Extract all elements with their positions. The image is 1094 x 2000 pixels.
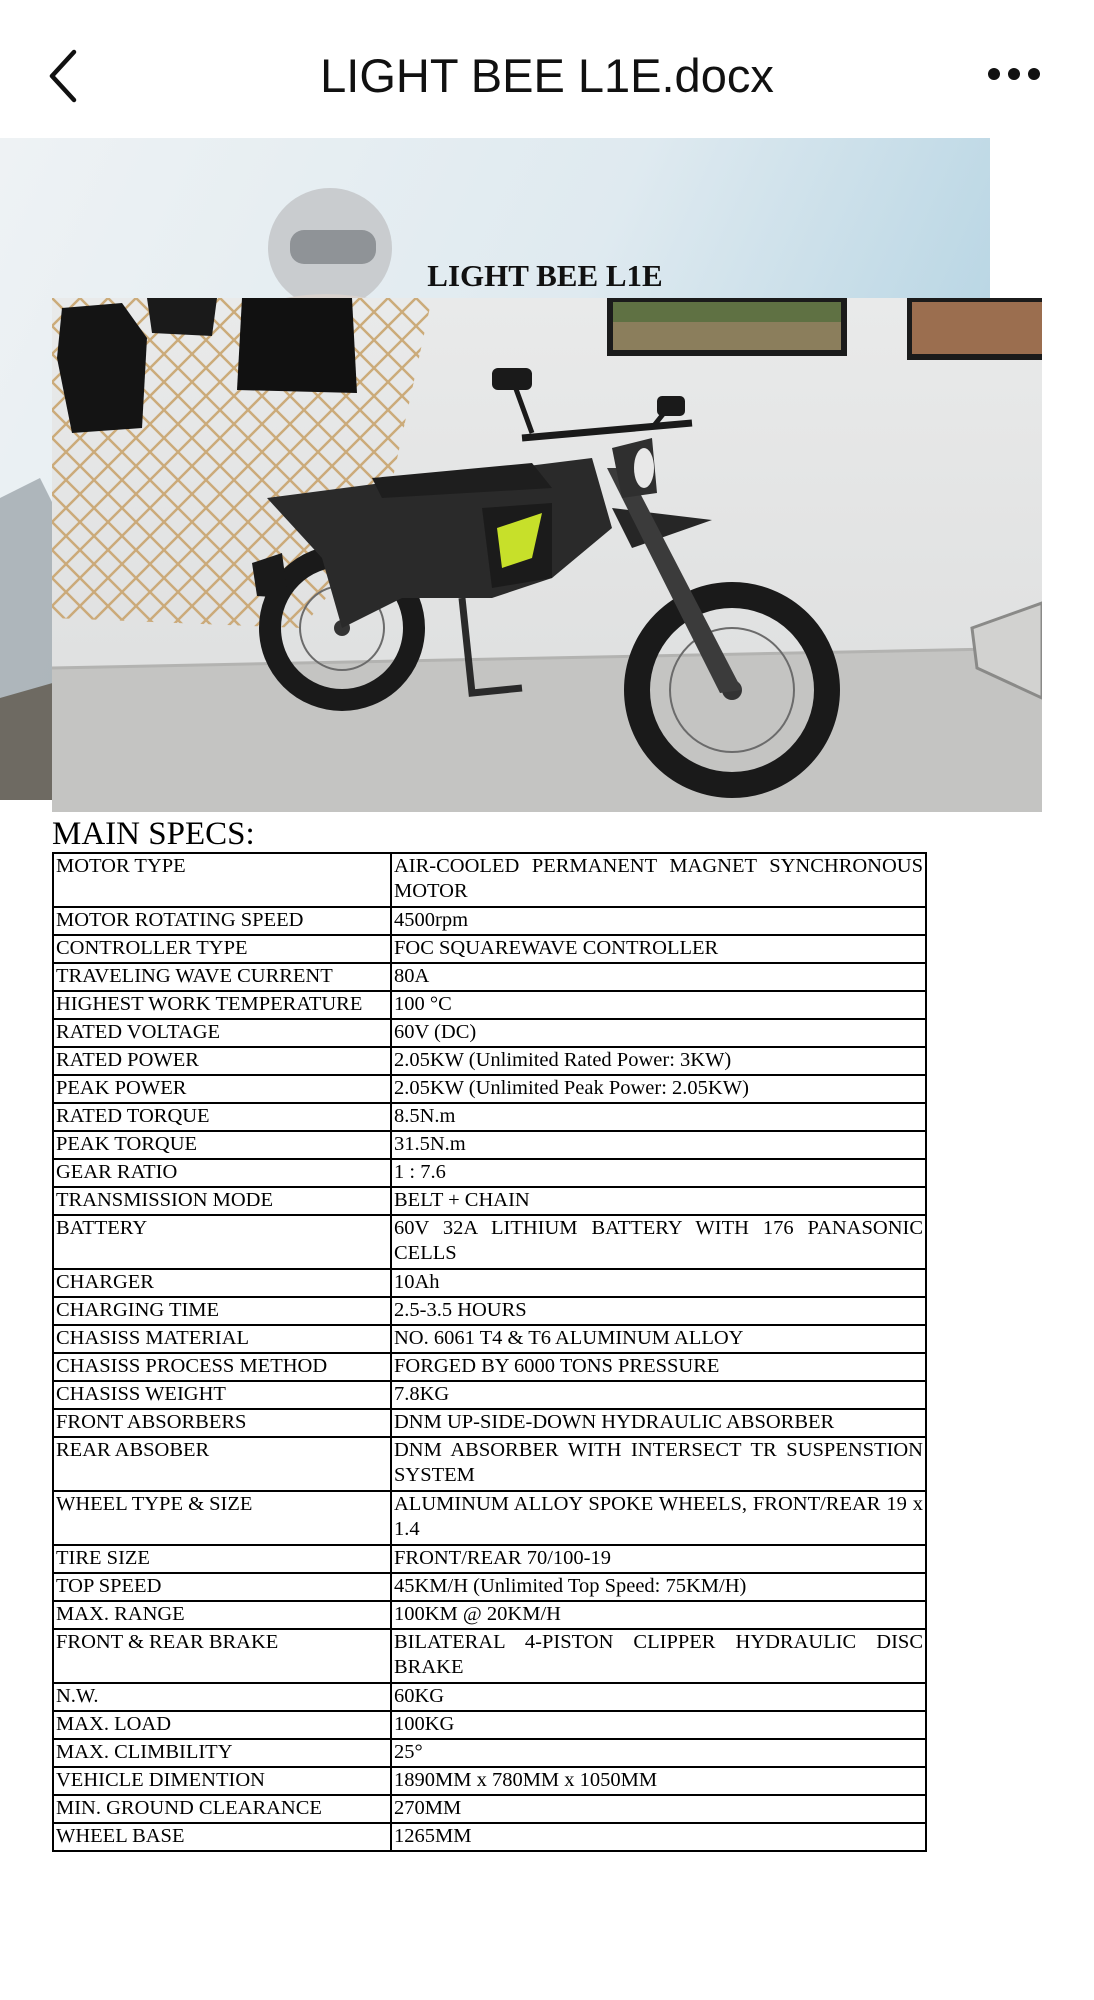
spec-label: MOTOR TYPE bbox=[53, 853, 391, 907]
table-row bbox=[53, 1545, 926, 1573]
spec-label: BATTERY bbox=[53, 1215, 391, 1269]
spec-value: 4500rpm bbox=[391, 907, 926, 935]
table-row bbox=[53, 1767, 926, 1795]
table-row bbox=[53, 1573, 926, 1601]
spec-value: AIR-COOLED PERMANENT MAGNET SYNCHRONOUS MOTOR bbox=[391, 853, 926, 907]
table-row bbox=[53, 1409, 926, 1437]
document-heading: LIGHT BEE L1E bbox=[427, 258, 663, 293]
spec-value: BELT + CHAIN bbox=[391, 1187, 926, 1215]
spec-value: 1265MM bbox=[391, 1823, 926, 1851]
specs-table bbox=[52, 852, 927, 1852]
back-button[interactable] bbox=[44, 46, 84, 106]
chevron-left-icon bbox=[44, 46, 84, 106]
spec-value: 100KG bbox=[391, 1711, 926, 1739]
spec-value: 100KM @ 20KM/H bbox=[391, 1601, 926, 1629]
table-row bbox=[53, 1491, 926, 1545]
more-button[interactable] bbox=[984, 56, 1044, 92]
spec-label: RATED TORQUE bbox=[53, 1103, 391, 1131]
spec-label: MAX. CLIMBILITY bbox=[53, 1739, 391, 1767]
spec-value: 1 : 7.6 bbox=[391, 1159, 926, 1187]
spec-label: TRAVELING WAVE CURRENT bbox=[53, 963, 391, 991]
spec-label: GEAR RATIO bbox=[53, 1159, 391, 1187]
spec-label: TOP SPEED bbox=[53, 1573, 391, 1601]
table-row bbox=[53, 1075, 926, 1103]
spec-label: PEAK TORQUE bbox=[53, 1131, 391, 1159]
spec-value: 60V 32A LITHIUM BATTERY WITH 176 PANASONIC CELLS bbox=[391, 1215, 926, 1269]
table-row bbox=[53, 853, 926, 907]
spec-value: DNM ABSORBER WITH INTERSECT TR SUSPENSTION SYSTEM bbox=[391, 1437, 926, 1491]
table-row bbox=[53, 1103, 926, 1131]
spec-value: 270MM bbox=[391, 1795, 926, 1823]
spec-label: WHEEL TYPE & SIZE bbox=[53, 1491, 391, 1545]
table-row bbox=[53, 1711, 926, 1739]
table-row bbox=[53, 1297, 926, 1325]
spec-value: 60KG bbox=[391, 1683, 926, 1711]
spec-value: 2.5-3.5 HOURS bbox=[391, 1297, 926, 1325]
spec-label: WHEEL BASE bbox=[53, 1823, 391, 1851]
spec-label: FRONT ABSORBERS bbox=[53, 1409, 391, 1437]
table-row bbox=[53, 935, 926, 963]
spec-label: MOTOR ROTATING SPEED bbox=[53, 907, 391, 935]
spec-label: MAX. LOAD bbox=[53, 1711, 391, 1739]
spec-label: MAX. RANGE bbox=[53, 1601, 391, 1629]
product-photo bbox=[52, 298, 1042, 812]
table-row bbox=[53, 1187, 926, 1215]
spec-value: 2.05KW (Unlimited Peak Power: 2.05KW) bbox=[391, 1075, 926, 1103]
spec-label: TIRE SIZE bbox=[53, 1545, 391, 1573]
table-row bbox=[53, 1437, 926, 1491]
spec-label: TRANSMISSION MODE bbox=[53, 1187, 391, 1215]
table-row bbox=[53, 1823, 926, 1851]
table-row bbox=[53, 963, 926, 991]
spec-value: FOC SQUAREWAVE CONTROLLER bbox=[391, 935, 926, 963]
spec-label: N.W. bbox=[53, 1683, 391, 1711]
spec-value: NO. 6061 T4 & T6 ALUMINUM ALLOY bbox=[391, 1325, 926, 1353]
table-row bbox=[53, 991, 926, 1019]
spec-value: 1890MM x 780MM x 1050MM bbox=[391, 1767, 926, 1795]
table-row bbox=[53, 1353, 926, 1381]
spec-label: CHASISS WEIGHT bbox=[53, 1381, 391, 1409]
spec-label: CHARGER bbox=[53, 1269, 391, 1297]
spec-label: CHASISS PROCESS METHOD bbox=[53, 1353, 391, 1381]
spec-value: ALUMINUM ALLOY SPOKE WHEELS, FRONT/REAR 19 x 1.4 bbox=[391, 1491, 926, 1545]
document-title: LIGHT BEE L1E.docx bbox=[320, 49, 774, 102]
table-row bbox=[53, 907, 926, 935]
table-row bbox=[53, 1629, 926, 1683]
spec-value: 45KM/H (Unlimited Top Speed: 75KM/H) bbox=[391, 1573, 926, 1601]
spec-label: MIN. GROUND CLEARANCE bbox=[53, 1795, 391, 1823]
spec-value: 60V (DC) bbox=[391, 1019, 926, 1047]
table-row bbox=[53, 1325, 926, 1353]
spec-value: 25° bbox=[391, 1739, 926, 1767]
spec-label: CHARGING TIME bbox=[53, 1297, 391, 1325]
spec-label: PEAK POWER bbox=[53, 1075, 391, 1103]
table-row bbox=[53, 1381, 926, 1409]
spec-label: HIGHEST WORK TEMPERATURE bbox=[53, 991, 391, 1019]
table-row bbox=[53, 1269, 926, 1297]
table-row bbox=[53, 1047, 926, 1075]
table-row bbox=[53, 1159, 926, 1187]
spec-value: DNM UP-SIDE-DOWN HYDRAULIC ABSORBER bbox=[391, 1409, 926, 1437]
spec-value: 80A bbox=[391, 963, 926, 991]
spec-value: BILATERAL 4-PISTON CLIPPER HYDRAULIC DISC BRAKE bbox=[391, 1629, 926, 1683]
spec-value: 31.5N.m bbox=[391, 1131, 926, 1159]
spec-label: RATED VOLTAGE bbox=[53, 1019, 391, 1047]
spec-value: 2.05KW (Unlimited Rated Power: 3KW) bbox=[391, 1047, 926, 1075]
more-horizontal-icon bbox=[984, 56, 1044, 92]
spec-value: 7.8KG bbox=[391, 1381, 926, 1409]
table-row bbox=[53, 1795, 926, 1823]
table-row bbox=[53, 1739, 926, 1767]
spec-label: VEHICLE DIMENTION bbox=[53, 1767, 391, 1795]
table-row bbox=[53, 1601, 926, 1629]
table-row bbox=[53, 1019, 926, 1047]
table-row bbox=[53, 1131, 926, 1159]
spec-label: FRONT & REAR BRAKE bbox=[53, 1629, 391, 1683]
spec-value: 100 °C bbox=[391, 991, 926, 1019]
spec-value: 10Ah bbox=[391, 1269, 926, 1297]
spec-label: REAR ABSOBER bbox=[53, 1437, 391, 1491]
spec-label: CONTROLLER TYPE bbox=[53, 935, 391, 963]
spec-label: RATED POWER bbox=[53, 1047, 391, 1075]
table-row bbox=[53, 1215, 926, 1269]
top-bar bbox=[0, 0, 1094, 140]
spec-value: 8.5N.m bbox=[391, 1103, 926, 1131]
spec-value: FRONT/REAR 70/100-19 bbox=[391, 1545, 926, 1573]
table-row bbox=[53, 1683, 926, 1711]
spec-label: CHASISS MATERIAL bbox=[53, 1325, 391, 1353]
main-specs-heading: MAIN SPECS: bbox=[52, 816, 255, 852]
spec-value: FORGED BY 6000 TONS PRESSURE bbox=[391, 1353, 926, 1381]
